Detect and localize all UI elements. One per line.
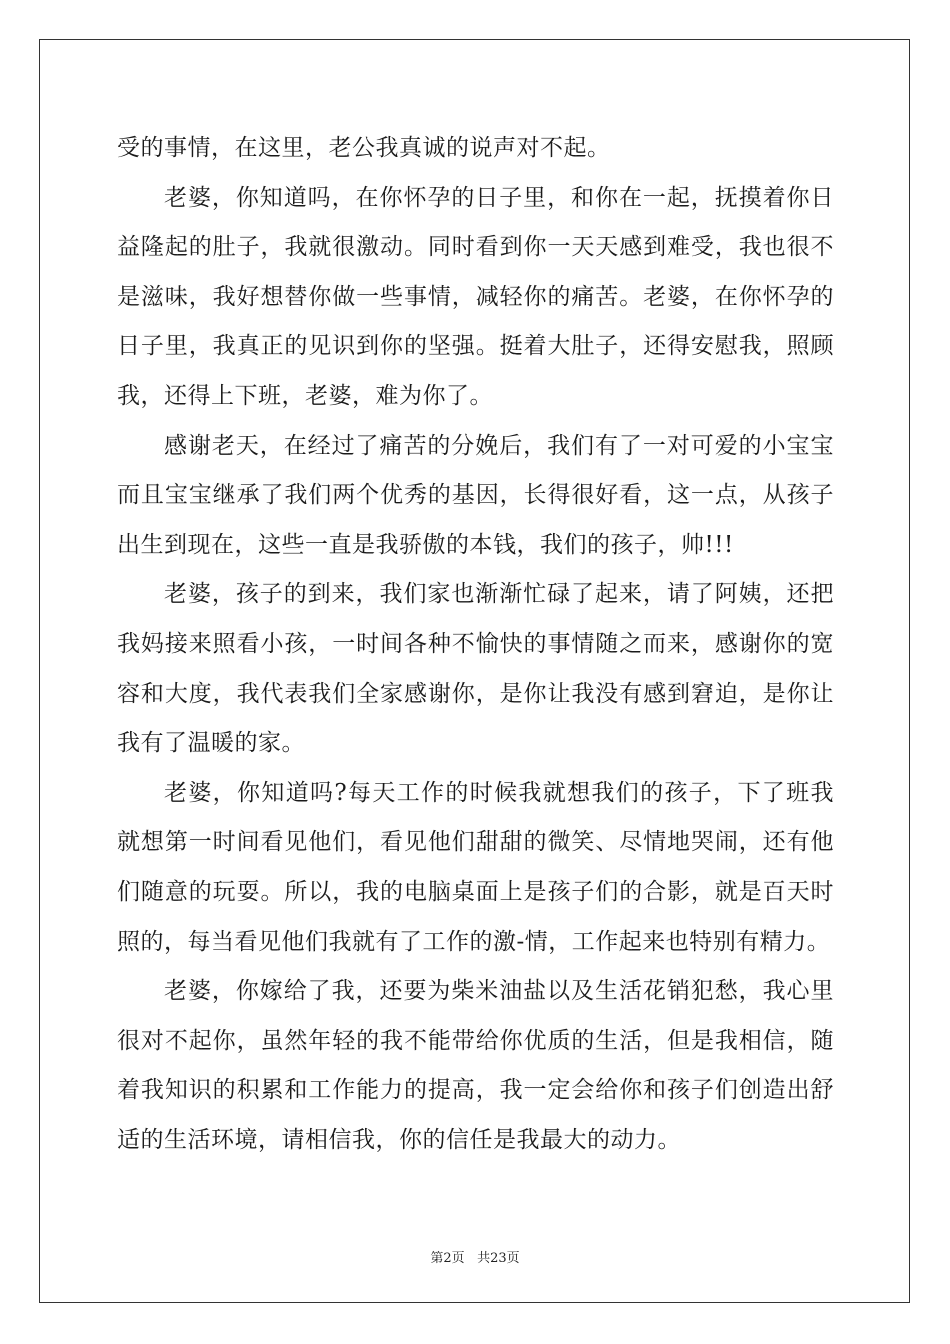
page-number: 第2页 bbox=[430, 1251, 465, 1266]
paragraph: 老婆，你嫁给了我，还要为柴米油盐以及生活花销犯愁，我心里很对不起你，虽然年轻的我不能带给你优质的生活，但是我相信，随着我知识的积累和工作能力的提高，我一定会给你和孩子们创造出舒适的生活环境，请相信我，你的信任是我最大的动力。 bbox=[117, 978, 834, 1153]
page-footer bbox=[0, 1247, 950, 1266]
paragraph: 受的事情，在这里，老公我真诚的说声对不起。 bbox=[117, 135, 611, 161]
paragraph: 老婆，孩子的到来，我们家也渐渐忙碌了起来，请了阿姨，还把我妈接来照看小孩，一时间各种不愉快的事情随之而来，感谢你的宽容和大度，我代表我们全家感谢你，是你让我没有感到窘迫，是你让我有了温暖的家。 bbox=[117, 581, 834, 757]
paragraph: 老婆，你知道吗?每天工作的时候我就想我们的孩子，下了班我就想第一时间看见他们，看见他们甜甜的微笑、尽情地哭闹，还有他们随意的玩耍。所以，我的电脑桌面上是孩子们的合影，就是百天时照的，每当看见他们我就有了工作的激-情，工作起来也特别有精力。 bbox=[117, 779, 834, 955]
page-total: 共23页 bbox=[477, 1251, 520, 1266]
paragraph: 老婆，你知道吗，在你怀孕的日子里，和你在一起，抚摸着你日益隆起的肚子，我就很激动。同时看到你一天天感到难受，我也很不是滋味，我好想替你做一些事情，减轻你的痛苦。老婆，在你怀孕的日子里，我真正的见识到你的坚强。挺着大肚子，还得安慰我，照顾我，还得上下班，老婆，难为你了。 bbox=[117, 184, 834, 409]
document-body bbox=[117, 124, 834, 1165]
paragraph: 感谢老天，在经过了痛苦的分娩后，我们有了一对可爱的小宝宝而且宝宝继承了我们两个优秀的基因，长得很好看，这一点，从孩子出生到现在，这些一直是我骄傲的本钱，我们的孩子，帅!!! bbox=[117, 432, 834, 558]
